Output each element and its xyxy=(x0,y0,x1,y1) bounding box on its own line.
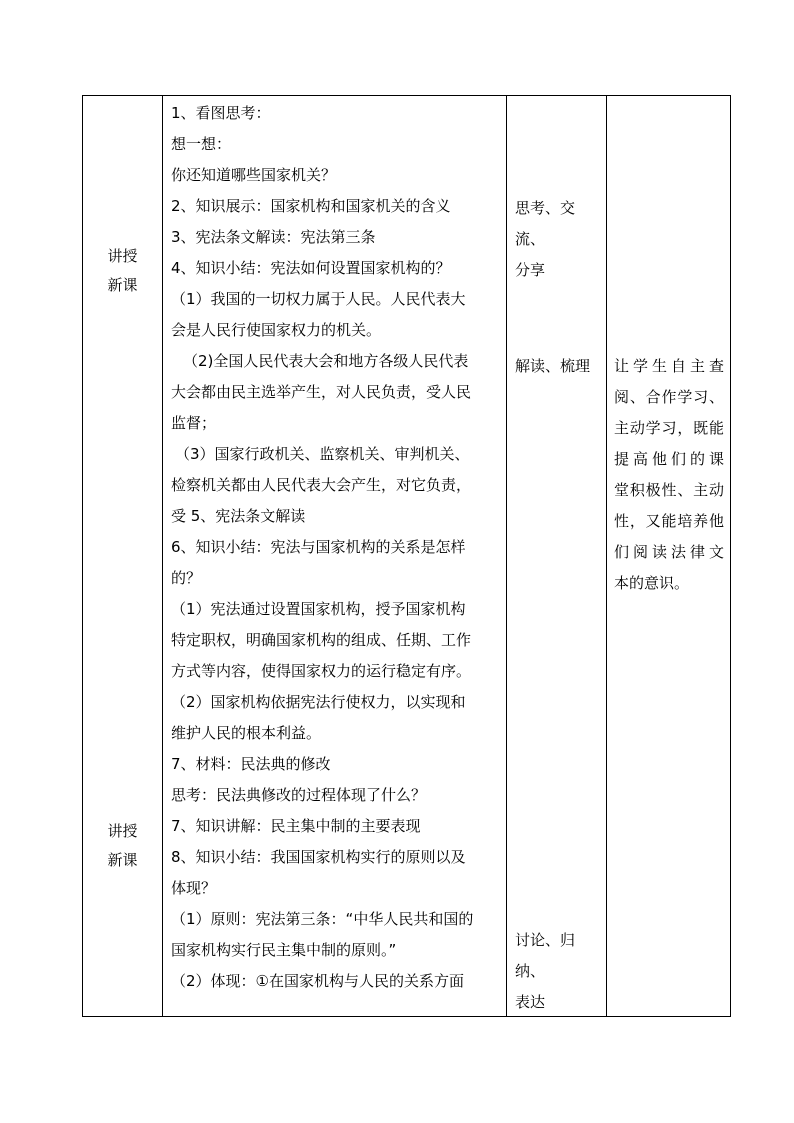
content-line: 会是人民行使国家权力的机关。 xyxy=(171,321,382,339)
content-line: （2）国家机构依据宪法行使权力，以实现和 xyxy=(171,693,466,711)
design-intent-text xyxy=(614,351,724,599)
intent-line: 堂积极性、主动 xyxy=(614,481,724,499)
content-line: 7、知识讲解：民主集中制的主要表现 xyxy=(171,817,421,835)
activity-line: 解读、梳理 xyxy=(515,357,591,375)
activity-line: 讨论、归纳、 xyxy=(515,931,576,980)
intent-line: 阅、合作学习、 xyxy=(614,388,724,406)
intent-line: 主动学习，既能 xyxy=(614,419,724,437)
activity-block-interpret xyxy=(515,351,603,382)
content-line: 方式等内容，使得国家权力的运行稳定有序。 xyxy=(171,662,472,680)
stage-label-line: 讲授 xyxy=(107,822,138,840)
content-line: 检察机关都由人民代表大会产生，对它负责， xyxy=(171,476,472,494)
intent-line: 性，又能培养他 xyxy=(614,512,724,530)
content-line: 大会都由民主选举产生，对人民负责，受人民 xyxy=(171,383,472,401)
student-activity-cell xyxy=(507,96,607,1017)
intent-line: 提高他们的课 xyxy=(614,450,724,468)
content-line: 你还知道哪些国家机关？ xyxy=(171,166,337,184)
content-line: 监督； xyxy=(171,414,217,432)
stage-label-first xyxy=(83,242,162,300)
teaching-content-cell xyxy=(163,96,507,1017)
lesson-plan-table xyxy=(82,95,731,1017)
activity-line: 分享 xyxy=(515,261,546,279)
design-intent-cell xyxy=(607,96,731,1017)
content-line: （2)全国人民代表大会和地方各级人民代表 xyxy=(183,352,469,370)
content-line: 3、宪法条文解读：宪法第三条 xyxy=(171,228,376,246)
content-line: （2）体现：①在国家机构与人民的关系方面 xyxy=(171,972,464,990)
content-line: 7、材料：民法典的修改 xyxy=(171,755,331,773)
content-line: 想一想： xyxy=(171,135,232,153)
content-line: （1）宪法通过设置国家机构，授予国家机构 xyxy=(171,600,466,618)
content-line: （1）原则：宪法第三条：“中华人民共和国的 xyxy=(171,910,474,928)
content-line: 6、知识小结：宪法与国家机构的关系是怎样 xyxy=(171,538,466,556)
content-line: 4、知识小结：宪法如何设置国家机构的？ xyxy=(171,259,451,277)
content-line: 维护人民的根本利益。 xyxy=(171,724,322,742)
content-line: 思考：民法典修改的过程体现了什么？ xyxy=(171,786,427,804)
content-line: 体现？ xyxy=(171,879,217,897)
activity-line: 表达 xyxy=(515,993,546,1011)
stage-label-line: 讲授 xyxy=(107,247,138,265)
stage-label-second xyxy=(83,817,162,875)
stage-label-line: 新课 xyxy=(107,276,138,294)
intent-line: 让学生自主查 xyxy=(614,357,724,375)
content-line: 受 5、宪法条文解读 xyxy=(171,507,306,525)
activity-block-discuss xyxy=(515,193,603,286)
intent-line: 们阅读法律文 xyxy=(614,543,724,561)
content-line: 特定职权，明确国家机构的组成、任期、工作 xyxy=(171,631,472,649)
teaching-content-lines xyxy=(171,98,500,997)
intent-line: 本的意识。 xyxy=(614,574,690,592)
content-line: 1、看图思考： xyxy=(171,104,271,122)
content-line: 2、知识展示：国家机构和国家机关的含义 xyxy=(171,197,451,215)
content-line: （3）国家行政机关、监察机关、审判机关、 xyxy=(175,445,470,463)
stage-label-line: 新课 xyxy=(107,851,138,869)
activity-line: 思考、交流、 xyxy=(515,199,576,248)
activity-block-summarize xyxy=(515,925,603,1018)
content-line: （1）我国的一切权力属于人民。人民代表大 xyxy=(171,290,466,308)
content-line: 国家机构实行民主集中制的原则。” xyxy=(171,941,397,959)
content-line: 的？ xyxy=(171,569,202,587)
content-line: 8、知识小结：我国国家机构实行的原则以及 xyxy=(171,848,466,866)
table-row xyxy=(83,96,731,1017)
stage-column-cell xyxy=(83,96,163,1017)
